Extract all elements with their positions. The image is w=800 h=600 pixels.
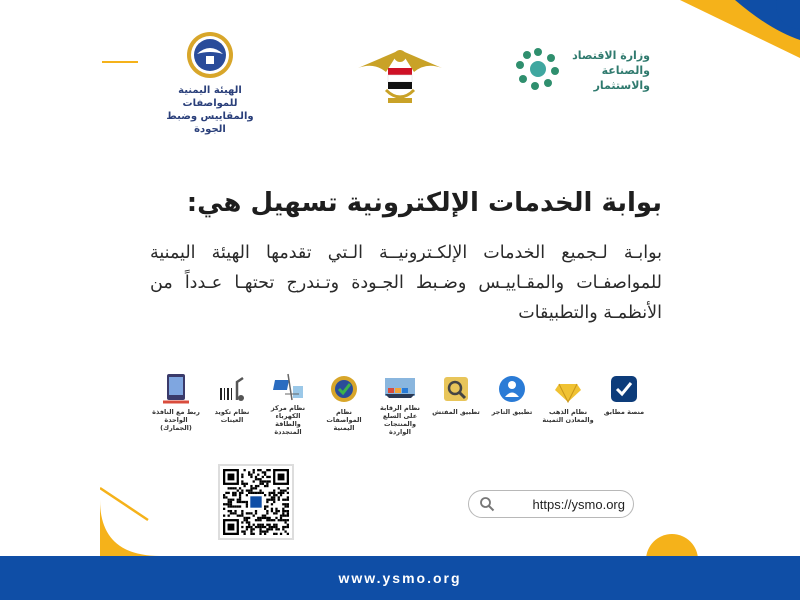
imports-icon <box>383 372 417 402</box>
body-text: بوابـة لـجميع الخدمات الإلكـترونيــة الـتي تقدمها الهيئة اليمنية للمواصفـات والمقـاييـس وضـبط الجـودة وتـندرج تحتهـا عـدداً من الأنظمـة والتطبيقات <box>150 243 662 323</box>
top-left-corner-decoration <box>100 60 140 100</box>
system-label: نظام الذهب والمعادن الثمينة <box>542 408 594 424</box>
system-label: ربط مع النافذة الواحدة (الجمارك) <box>152 408 200 432</box>
yemen-emblem <box>350 42 450 112</box>
search-icon <box>479 496 495 512</box>
system-gold[interactable] <box>542 372 594 432</box>
energy-icon <box>271 372 305 402</box>
system-merchant[interactable] <box>486 372 538 432</box>
barcode-icon <box>215 372 249 406</box>
system-energy[interactable] <box>262 372 314 436</box>
system-label: نظام تكويد العينات <box>214 408 250 424</box>
gold-icon <box>551 372 585 406</box>
systems-row <box>150 372 650 436</box>
mutabiq-icon <box>607 372 641 406</box>
ysmo-emblem-icon <box>185 30 235 80</box>
ministry-emblem-icon <box>515 46 561 92</box>
bottom-left-corner-decoration <box>100 480 220 560</box>
bottom-right-corner-decoration <box>640 520 700 560</box>
ysmo-caption: الهيئة اليمنية للمواصفات والمقاييس وضبط الجودة <box>166 85 254 135</box>
ysmo-logo <box>160 30 260 136</box>
website-search-bar[interactable] <box>468 490 634 518</box>
system-mutabiq[interactable] <box>598 372 650 432</box>
ministry-logo <box>515 44 650 104</box>
merchant-icon <box>495 372 529 406</box>
qr-code[interactable] <box>218 464 294 540</box>
system-label: نظام مركز الكهرباء والطاقة المتجددة <box>270 404 306 436</box>
footer-bar <box>0 556 800 600</box>
qr-code-icon <box>223 469 289 535</box>
system-label: نظام المواصفات اليمنية <box>326 408 362 432</box>
system-label: تطبيق التاجر <box>491 408 533 416</box>
system-imports[interactable] <box>374 372 426 436</box>
system-customs[interactable] <box>150 372 202 432</box>
customs-icon <box>159 372 193 406</box>
standards-icon <box>327 372 361 406</box>
system-label: تطبيق المفتش <box>432 408 480 416</box>
footer-website-link[interactable]: www.ysmo.org <box>338 570 462 586</box>
ministry-caption: وزارة الاقتصاد والصناعة والاستثمار <box>572 49 650 92</box>
eagle-emblem-icon <box>350 42 450 112</box>
system-barcode[interactable] <box>206 372 258 432</box>
system-label: منصة مطابق <box>603 408 645 416</box>
website-url[interactable]: https://ysmo.org <box>532 496 625 512</box>
headline: بوابة الخدمات الإلكترونية تسهيل هي: <box>186 188 662 218</box>
system-standards[interactable] <box>318 372 370 432</box>
system-label: نظام الرقابة على السلع والمنتجات الواردة <box>379 404 421 436</box>
top-right-corner-decoration <box>640 0 800 60</box>
inspector-icon <box>439 372 473 406</box>
system-inspector[interactable] <box>430 372 482 432</box>
